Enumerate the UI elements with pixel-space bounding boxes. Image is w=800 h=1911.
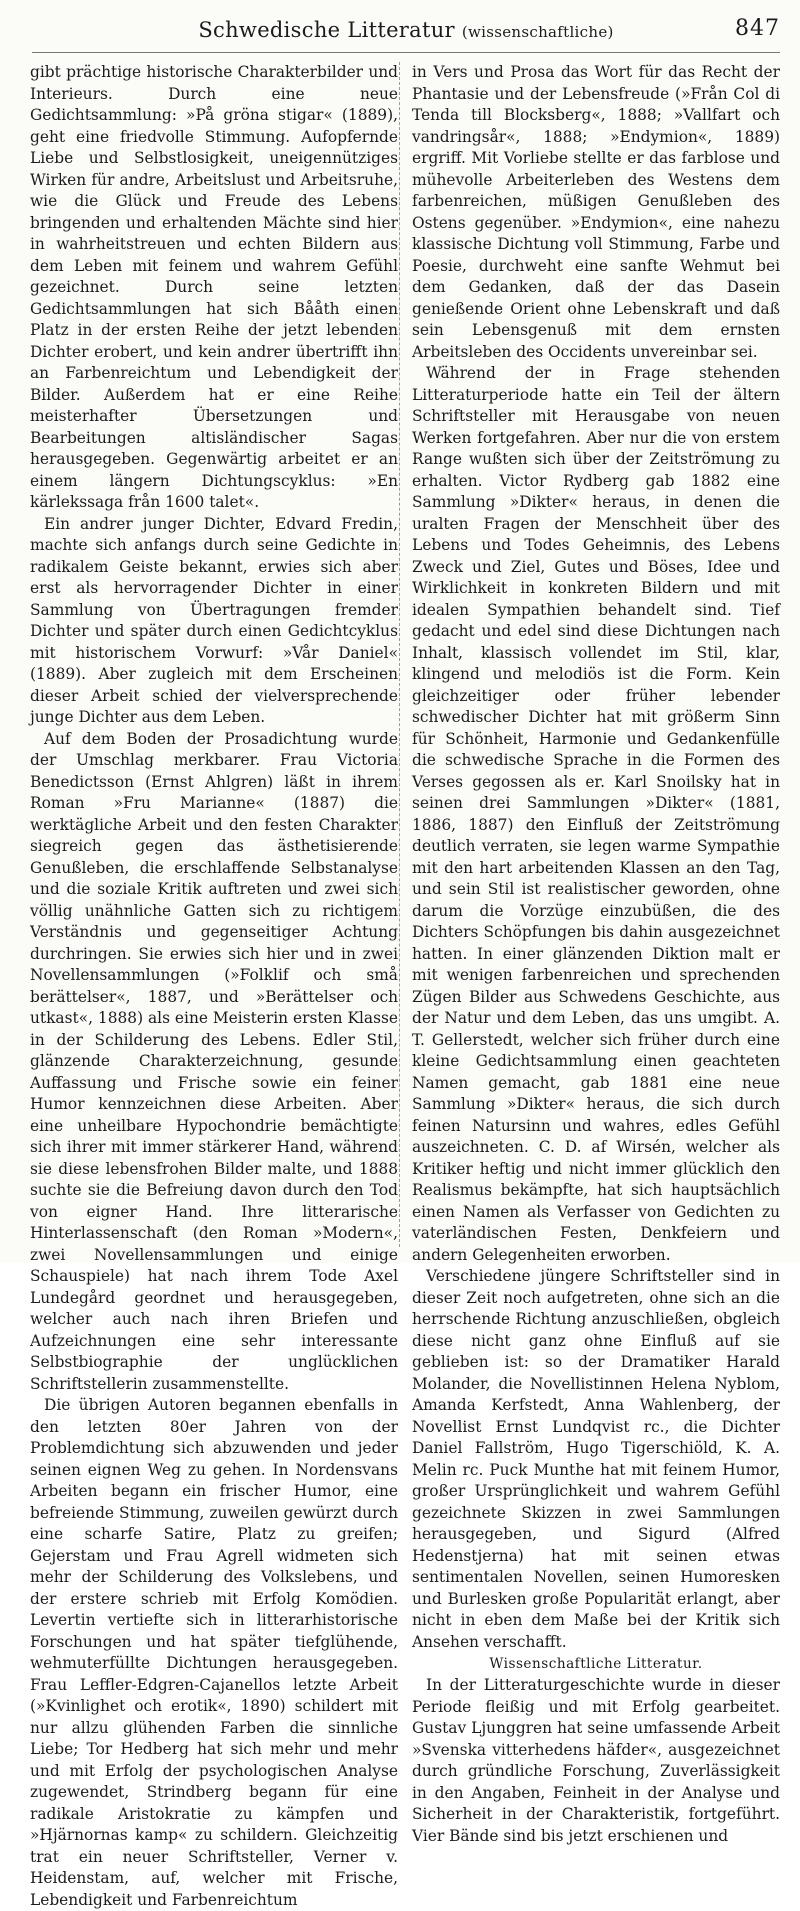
paragraph: in Vers und Prosa das Wort für das Recht der Phantasie und der Lebensfreude (»Från Col di Tenda till Blocksberg«, 1888; »Vallfart och vandringsår«, 1888; »Endymion«, 1889) ergriff. Mit Vorliebe stellte er das farblose und mühevolle Arbeiterleben des Westens dem farbenreichen, müßigen Genußleben des Ostens gegenüber. »Endymion«, eine nahezu klassische Dichtung voll Stimmung, Farbe und Poesie, durchweht eine sanfte Wehmut bei dem Gedanken, daß der das Dasein genießende Orient ohne Lebenskraft und daß sein Lebensgenuß mit dem ernsten Arbeitsleben des Occidents unvereinbar sei. [412,63,780,361]
paragraph: Verschiedene jüngere Schriftsteller sind in dieser Zeit noch aufgetreten, ohne sich an die herrschende Richtung anzuschließen, obgleich diese nicht ganz ohne Einfluß auf sie geblieben ist: so der Dramatiker Harald Molander, die Novellistinnen Helena Nyblom, Amanda Kerfstedt, Anna Wahlenberg, der Novellist Ernst Lundqvist rc., die Dichter Daniel Fallström, Hugo Tigerschiöld, K. A. Melin rc. Puck Munthe hat mit feinem Humor, großer Ursprünglichkeit und wahrem Gefühl gezeichnete Skizzen in zwei Sammlungen herausgegeben, und Sigurd (Alfred Hedenstjerna) hat mit seinen etwas sentimentalen Novellen, seinen Humoresken und Burlesken große Popularität erlangt, aber nicht in eben dem Maße bei der Kritik sich Ansehen verschafft. [412,1267,780,1651]
paragraph: Auf dem Boden der Prosadichtung wurde der Umschlag merkbarer. Frau Victoria Benedictsson (Ernst Ahlgren) läßt in ihrem Roman »Fru Marianne« (1887) die werktägliche Arbeit und den festen Charakter siegreich gegen das ästhetisierende Genußleben, die erschlaffende Selbstanalyse und die soziale Kritik auftreten und zwei sich völlig unähnliche Gatten sich zu richtigem Verständnis und gegenseitiger Achtung durchringen. Sie erwies sich hier und in zwei Novellensammlungen (»Folklif och små berättelser«, 1887, und »Berättelser och utkast«, 1888) als eine Meisterin ersten Klasse in der Schilderung des Lebens. Edler Stil, glänzende Charakterzeichnung, gesunde Auffassung und Frische sowie ein feiner Humor kennzeichnen diese Arbeiten. Aber eine unheilbare Hypochondrie bemächtigte sich ihrer mit immer stärkerer Hand, während sie diese lebensfrohen Bilder malte, und 1888 suchte sie die Befreiung davon durch den Tod von eigner Hand. Ihre litterarische Hinterlassenschaft (den Roman »Modern«, zwei Novellensammlungen und einige Schauspiele) hat nach ihrem Tode Axel Lundegård geordnet und herausgegeben, welcher auch nach ihren Briefen und Aufzeichnungen eine sehr interessante Selbstbiographie der unglücklichen Schriftstellerin zusammenstellte. [30,729,398,1393]
running-title [32,18,780,42]
paragraph: gibt prächtige historische Charakterbilder und Interieurs. Durch eine neue Gedichtsammlung: »På gröna stigar« (1889), geht eine friedvolle Stimmung. Aufopfernde Liebe und Selbstlosigkeit, uneigennütziges Wirken für andre, Arbeitslust und Arbeitsruhe, wie die Glück und Freude des Lebens bringenden und erhaltenden Mächte sind hier in wahrheitstreuen und echten Bildern aus dem Leben mit feinem und wahrem Gefühl gezeichnet. Durch seine letzten Gedichtsammlungen hat sich Bååth einen Platz in der ersten Reihe der jetzt lebenden Dichter erobert, und kein andrer übertrifft ihn an Farbenreichtum und Lebendigkeit der Bilder. Außerdem hat er eine Reihe meisterhafter Übersetzungen und Bearbeitungen altisländischer Sagas herausgegeben. Gegenwärtig arbeitet er an einem längern Dichtungscyklus: »En kärlekssaga från 1600 talet«. [30,63,398,511]
paragraph: Die übrigen Autoren begannen ebenfalls in den letzten 80er Jahren von der Problemdichtung sich abzuwenden und jeder seinen eignen Weg zu gehen. In Nordensvans Arbeiten begann ein frischer Humor, eine befreiende Stimmung, zuweilen gewürzt durch eine scharfe Satire, Platz zu greifen; Gejerstam und Frau Agrell widmeten sich mehr der Schilderung des Volkslebens, und der erstere schrieb mit Erfolg Komödien. Levertin vertiefte sich in litterarhistorische Forschungen und hat später tiefglühende, wehmuterfüllte Dichtungen herausgegeben. Frau Leffler-Edgren-Cajanellos letzte Arbeit (»Kvinlighet och erotik«, 1890) schildert mit nur allzu glühenden Farben die sinnliche Liebe; Tor Hedberg hat sich mehr und mehr und mit Erfolg der psychologischen Analyse zugewendet, Strindberg begann für eine radikale Aristokratie zu kämpfen und »Hjärnornas kamp« zu schildern. Gleichzeitig trat ein neuer Schriftsteller, Verner v. Heidenstam, auf, welcher mit Frische, Lebendigkeit und Farbenreichtum [30,1396,398,1909]
page-header [32,8,780,53]
paragraph: Während der in Frage stehenden Litteraturperiode hatte ein Teil der ältern Schriftsteller mit Herausgabe von neuen Werken fortgefahren. Aber nur die von erstem Range wußten sich über der Zeitströmung zu erhalten. Victor Rydberg gab 1882 eine Sammlung »Dikter« heraus, in denen die uralten Fragen der Menschheit über des Lebens und Todes Geheimnis, des Lebens Zweck und Ziel, Gutes und Böses, Idee und Wirklichkeit in konkreten Bildern und mit idealen Sympathien behandelt sind. Tief gedacht und edel sind diese Dichtungen nach Inhalt, klassisch vollendet im Stil, klar, klingend und melodiös ist die Form. Kein gleichzeitiger oder früher lebender schwedischer Dichter hat mit größerm Sinn für Schönheit, Harmonie und Gedankenfülle die schwedische Sprache in die Formen des Verses gegossen als er. Karl Snoilsky hat in seinen drei Sammlungen »Dikter« (1881, 1886, 1887) den Einfluß der Zeitströmung deutlich verraten, sie legen warme Sympathie mit den hart arbeitenden Klassen an den Tag, und sein Stil ist realistischer geworden, ohne darum die Vorzüge einzubüßen, die des Dichters Schöpfungen bis dahin ausgezeichnet hatten. In einer glänzenden Diktion malt er mit wenigen farbenreichen und sprechenden Zügen Bilder aus Schwedens Geschichte, aus der Natur und dem Leben, das uns umgibt. A. T. Gellerstedt, welcher sich früher durch eine kleine Gedichtsammlung einen geachteten Namen gemacht, gab 1881 eine neue Sammlung »Dikter« heraus, die sich durch feinen Natursinn und wahres, edles Gefühl auszeichneten. C. D. af Wirsén, welcher als Kritiker heftig und nicht immer glücklich den Realismus bekämpfte, hat sich hauptsächlich einen Namen als Verfasser von Gedichten zu vaterländischen Festen, Denkfeiern und andern Gelegenheiten erworben. [412,364,780,1264]
right-column [412,62,780,1845]
header-subtitle: (wissenschaftliche) [461,23,614,41]
left-column [30,62,398,1909]
section-heading: Wissenschaftliche Litteratur. [489,1656,703,1672]
paragraph: Ein andrer junger Dichter, Edvard Fredin, machte sich anfangs durch seine Gedichte in radikalem Geiste bekannt, erwies sich aber erst als hervorragender Dichter in einer Sammlung von Übertragungen fremder Dichter und später durch einen Gedichtcyklus mit historischem Vorwurf: »Vår Daniel« (1889). Aber zugleich mit dem Erscheinen dieser Arbeit schied der vielversprechende junge Dichter aus dem Leben. [30,514,398,726]
page-number: 847 [735,16,780,41]
header-title: Schwedische Litteratur [198,18,455,42]
column-divider [399,62,400,1247]
paragraph: In der Litteraturgeschichte wurde in dieser Periode fleißig und mit Erfolg gearbeitet. Gustav Ljunggren hat seine umfassende Arbeit »Svenska vitterhedens häfder«, ausgezeichnet durch gründliche Forschung, Zuverlässigkeit in den Angaben, Feinheit in der Analyse und Sicherheit in der Charakteristik, fortgeführt. Vier Bände sind bis jetzt erschienen und [412,1676,780,1845]
